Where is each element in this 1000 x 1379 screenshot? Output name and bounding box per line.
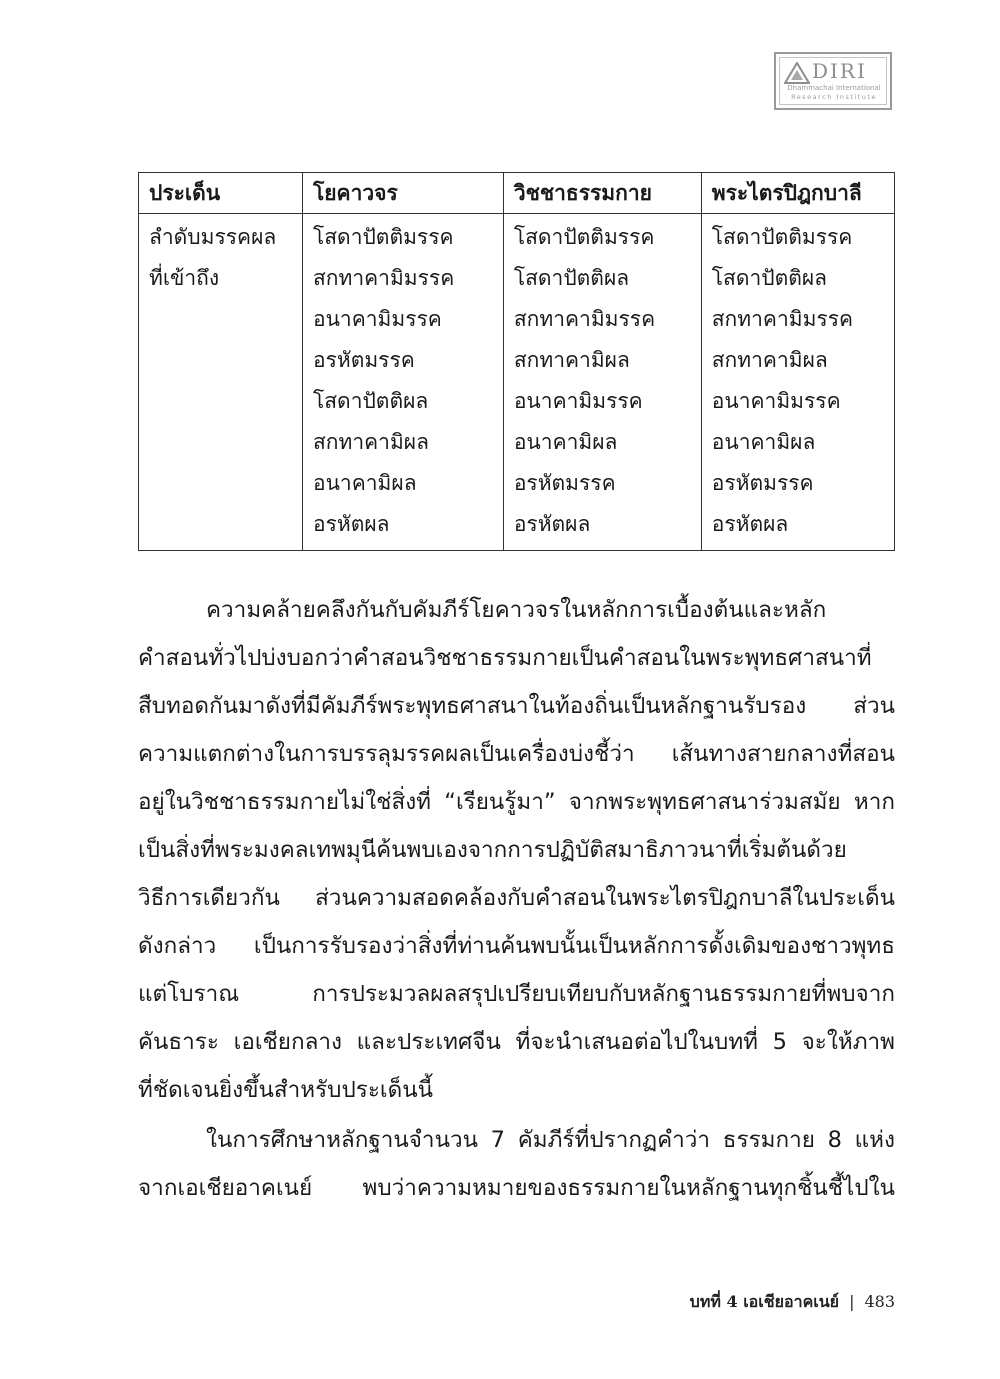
logo-subtitle-2: Research Institute [791,93,877,101]
cell-line: อนาคามิมรรค [513,389,643,413]
paragraph-line: คันธาระ เอเชียกลาง และประเทศจีน ที่จะนำเสนอต่อไปในบทที่ 5 จะให้ภาพ [138,1029,895,1055]
yogavacara-cell [302,214,503,551]
cell-line: อนาคามิผล [312,471,417,495]
cell-line: ลำดับมรรคผล [149,225,277,249]
paragraph-line: จากเอเชียอาคเนย์ พบว่าความหมายของธรรมกายในหลักฐานทุกชิ้นชี้ไปใน [138,1175,895,1201]
cell-line: สกทาคามิมรรค [711,307,854,331]
diri-logo [774,52,892,110]
table-header-row [139,173,895,214]
cell-line: ที่เข้าถึง [149,266,220,290]
paragraph-line: ความคล้ายคลึงกันกับคัมภีร์โยคาวจรในหลักการเบื้องต้นและหลัก [206,597,827,623]
footer-separator: | [849,1292,855,1311]
header-vijja-dhammakaya: วิชชาธรรมกาย [503,173,701,214]
cell-line: สกทาคามิมรรค [513,307,656,331]
cell-line: โสดาปัตติผล [312,389,429,413]
cell-line: สกทาคามิมรรค [312,266,455,290]
cell-line: สกทาคามิผล [513,348,630,372]
cell-line: อนาคามิผล [513,430,618,454]
topic-cell [139,214,303,551]
comparison-table [138,172,895,551]
cell-line: โสดาปัตติมรรค [312,225,454,249]
cell-line: โสดาปัตติผล [513,266,630,290]
paragraph-1 [138,586,895,1114]
cell-line: อนาคามิมรรค [711,389,841,413]
cell-line: อรหัตมรรค [711,471,814,495]
logo-text: DIRI [812,59,867,83]
cell-line: โสดาปัตติมรรค [711,225,853,249]
paragraph-line: แต่โบราณ การประมวลผลสรุปเปรียบเทียบกับหลักฐานธรรมกายที่พบจาก [138,981,895,1007]
vijja-cell [503,214,701,551]
cell-line: อรหัตมรรค [312,348,415,372]
logo-subtitle-1: Dhammachai International [787,84,881,92]
cell-line: อนาคามิผล [711,430,816,454]
tipitaka-cell [701,214,894,551]
cell-line: อรหัตมรรค [513,471,616,495]
paragraph-line: วิธีการเดียวกัน ส่วนความสอดคล้องกับคำสอนในพระไตรปิฎกบาลีในประเด็น [138,885,895,911]
paragraph-2 [138,1116,895,1212]
cell-line: โสดาปัตติผล [711,266,828,290]
table-row [139,214,895,551]
header-topic: ประเด็น [139,173,303,214]
cell-line: สกทาคามิผล [312,430,429,454]
cell-line: สกทาคามิผล [711,348,828,372]
cell-line: อรหัตผล [312,512,390,536]
cell-line: อรหัตผล [513,512,591,536]
paragraph-line: ในการศึกษาหลักฐานจำนวน 7 คัมภีร์ที่ปรากฏคำว่า ธรรมกาย 8 แห่ง [206,1127,895,1153]
triangle-logo-icon [784,62,810,84]
paragraph-line: สืบทอดกันมาดังที่มีคัมภีร์พระพุทธศาสนาในท้องถิ่นเป็นหลักฐานรับรอง ส่วน [138,693,895,719]
header-yogavacara: โยคาวจร [302,173,503,214]
cell-line: โสดาปัตติมรรค [513,225,655,249]
paragraph-line: เป็นสิ่งที่พระมงคลเทพมุนีค้นพบเองจากการปฏิบัติสมาธิภาวนาที่เริ่มต้นด้วย [138,837,847,863]
paragraph-line: ความแตกต่างในการบรรลุมรรคผลเป็นเครื่องบ่งชี้ว่า เส้นทางสายกลางที่สอน [138,741,895,767]
paragraph-line: ที่ชัดเจนยิ่งขึ้นสำหรับประเด็นนี้ [138,1077,433,1103]
page-footer [690,1290,895,1315]
paragraph-line: ดังกล่าว เป็นการรับรองว่าสิ่งที่ท่านค้นพบนั้นเป็นหลักการดั้งเดิมของชาวพุทธ [138,933,895,959]
chapter-title: บทที่ 4 เอเชียอาคเนย์ [689,1292,840,1311]
cell-line: อนาคามิมรรค [312,307,442,331]
header-tipitaka: พระไตรปิฎกบาลี [701,173,894,214]
cell-line: อรหัตผล [711,512,789,536]
paragraph-line: คำสอนทั่วไปบ่งบอกว่าคำสอนวิชชาธรรมกายเป็นคำสอนในพระพุทธศาสนาที่ [138,645,872,671]
paragraph-line: อยู่ในวิชชาธรรมกายไม่ใช่สิ่งที่ “เรียนรู้มา” จากพระพุทธศาสนาร่วมสมัย หาก [138,789,895,815]
page-number: 483 [864,1292,895,1311]
